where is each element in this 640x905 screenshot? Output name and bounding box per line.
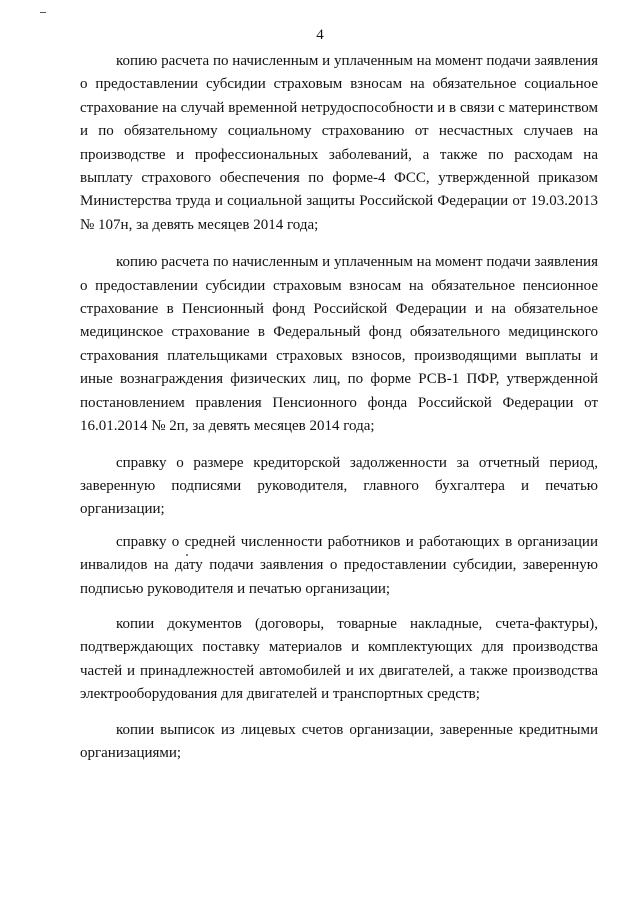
document-body — [80, 50, 598, 765]
paragraph-creditor-debt-certificate: справку о размере кредиторской задолженности за отчетный период, заверенную подписями руководителя, главного бухгалтера и печатью организации; — [80, 454, 598, 518]
paragraph-account-statements: копии выписок из лицевых счетов организации, заверенные кредитными организациями; — [80, 721, 598, 761]
scan-mark — [40, 12, 46, 13]
paragraph-supply-documents: копии документов (договоры, товарные накладные, счета-фактуры), подтверждающих поставку материалов и комплектующих для производства частей и принадлежностей автомобилей и их двигателей, а также производства электрооборудования для двигателей и транспортных средств; — [80, 615, 598, 703]
paragraph-rsv-1-form: копию расчета по начисленным и уплаченным на момент подачи заявления о предоставлении субсидии страховым взносам на обязательное пенсионное страхование в Пенсионный фонд Российской Федерации и на обязательное медицинское страхование в Федеральный фонд обязательного медицинского страхования плательщиками страховых взносов, производящими выплаты и иные вознаграждения физических лиц, по форме РСВ-1 ПФР, утвержденной постановлением правления Пенсионного фонда Российской Федерации от 16.01.2014 № 2п, за девять месяцев 2014 года; — [80, 254, 598, 435]
paragraph-fss-form-4: копию расчета по начисленным и уплаченным на момент подачи заявления о предоставлении субсидии страховым взносам на обязательное социальное страхование на случай временной нетрудоспособности и в связи с материнством и по обязательному социальному страхованию от несчастных случаев на производстве и профессиональных заболеваний, а также по расходам на выплату страхового обеспечения по форме-4 ФСС, утвержденной приказом Министерства труда и социальной защиты Российской Федерации от 19.03.2013 № 107н, за девять месяцев 2014 года; — [80, 53, 598, 233]
page-number: 4 — [316, 27, 324, 43]
paragraph-average-headcount-certificate: справку о средней численности работников и работающих в организации инвалидов на дату подачи заявления о предоставлении субсидии, заверенную подписью руководителя и печатью организации; — [80, 533, 598, 597]
